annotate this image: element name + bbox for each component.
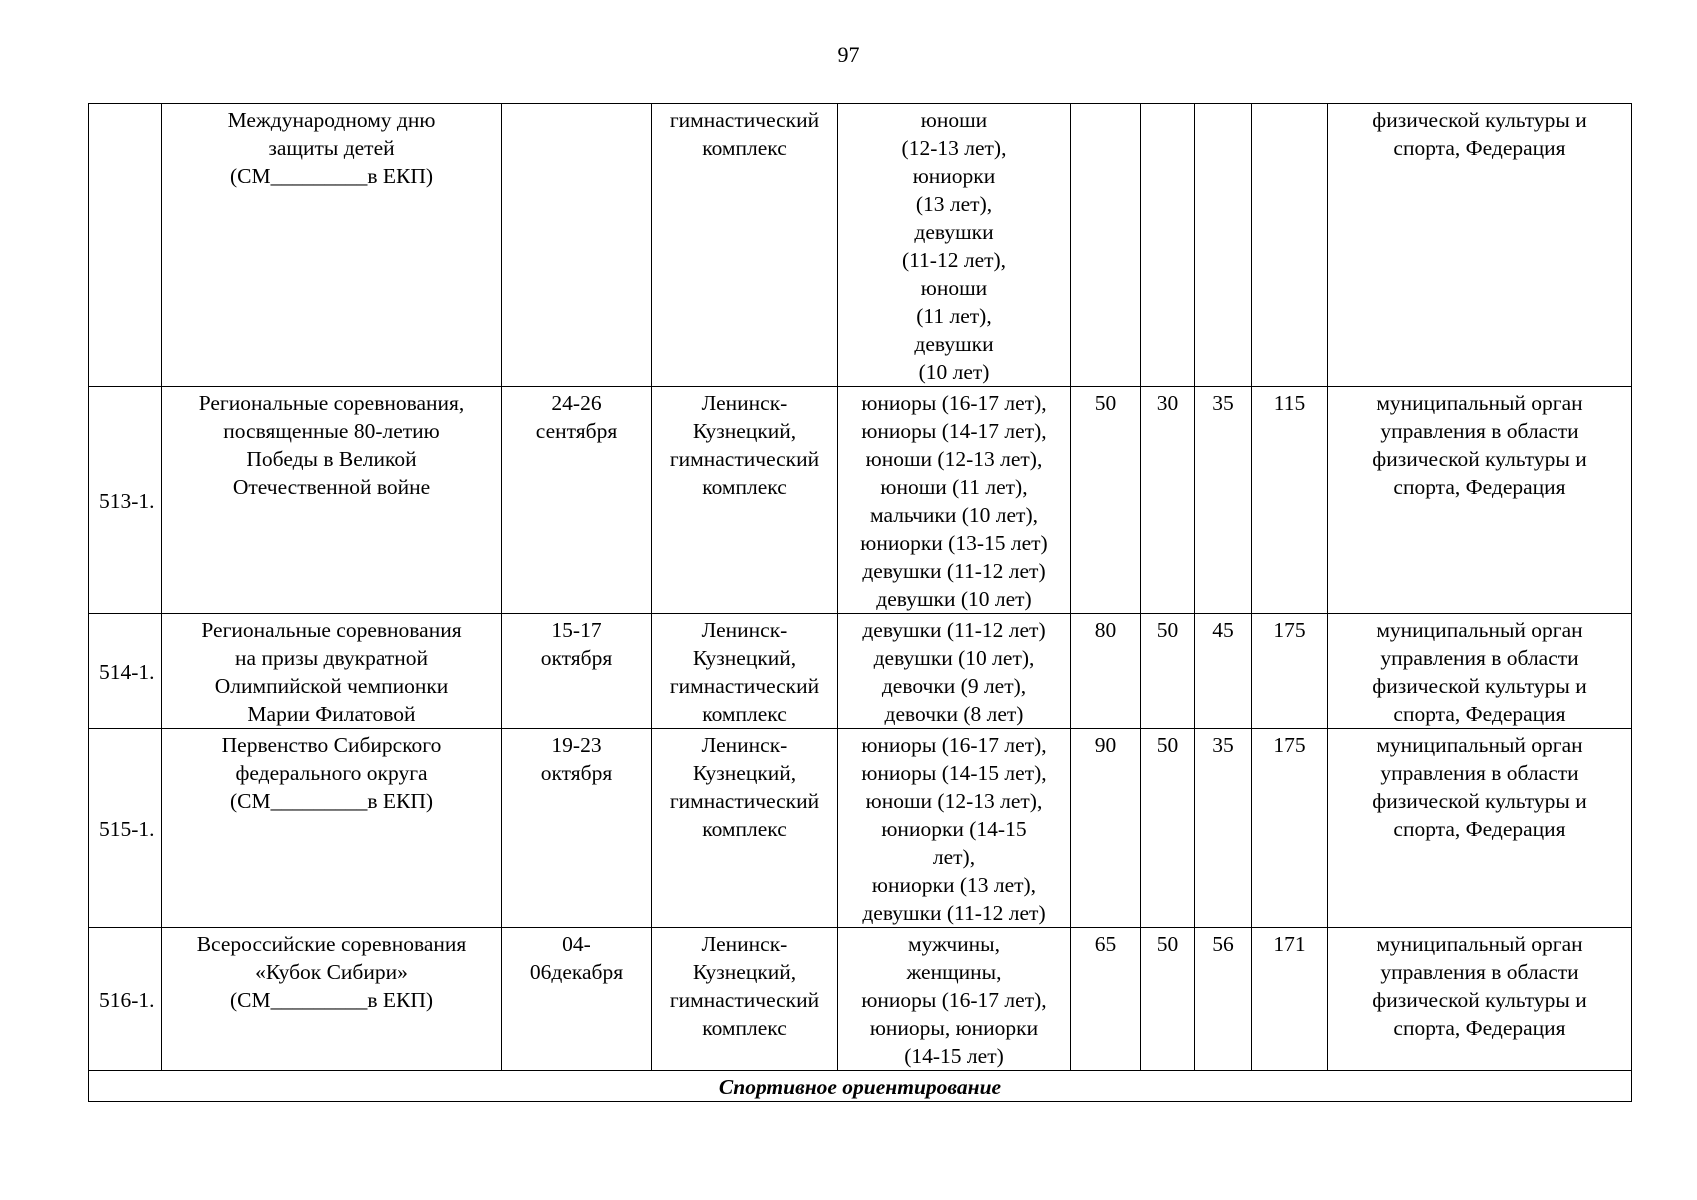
text-line: 24-26 — [551, 391, 602, 415]
text-line: муниципальный орган — [1376, 932, 1583, 956]
cell-count-2: 50 — [1141, 729, 1195, 928]
text-line: девушки (11-12 лет) — [862, 901, 1046, 925]
text-line: (СМ_________в ЕКП) — [229, 164, 434, 188]
cell-count-1: 90 — [1071, 729, 1141, 928]
cell-count-3 — [1195, 104, 1252, 387]
text-line: юноши (12-13 лет), — [865, 789, 1043, 813]
text-line: спорта, Федерация — [1393, 136, 1566, 160]
text-line: сентября — [535, 419, 618, 443]
page-number: 97 — [837, 42, 860, 67]
text-line: Марии Филатовой — [247, 702, 416, 726]
cell-count-total: 115 — [1252, 387, 1328, 614]
text-line: управления в области — [1380, 761, 1579, 785]
text-line: Региональные соревнования, — [198, 391, 465, 415]
cell-participants — [838, 928, 1071, 1071]
text-line: (12-13 лет), — [901, 136, 1007, 160]
text-line: (11 лет), — [916, 304, 992, 328]
cell-event-name — [162, 104, 502, 387]
cell-count-total: 171 — [1252, 928, 1328, 1071]
cell-count-3: 45 — [1195, 614, 1252, 729]
table-row — [89, 104, 1632, 387]
cell-count-total — [1252, 104, 1328, 387]
cell-venue — [652, 104, 838, 387]
text-line: на призы двукратной — [235, 646, 428, 670]
cell-venue — [652, 387, 838, 614]
text-line: гимнастический — [669, 988, 820, 1012]
text-line: федерального округа — [235, 761, 428, 785]
cell-count-3: 35 — [1195, 729, 1252, 928]
text-line: (11-12 лет), — [901, 248, 1007, 272]
text-line: 15-17 — [551, 618, 602, 642]
section-heading: Спортивное ориентирование — [89, 1071, 1632, 1102]
text-line: мужчины, — [907, 932, 1001, 956]
cell-dates — [502, 614, 652, 729]
text-line: муниципальный орган — [1376, 391, 1583, 415]
cell-participants — [838, 614, 1071, 729]
cell-count-1: 80 — [1071, 614, 1141, 729]
table-row — [89, 729, 1632, 928]
cell-venue — [652, 928, 838, 1071]
cell-count-1: 50 — [1071, 387, 1141, 614]
text-line: девушки (10 лет) — [876, 587, 1032, 611]
text-line: Кузнецкий, — [692, 960, 797, 984]
text-line: юниорки — [912, 164, 996, 188]
text-line: юниоры (16-17 лет), — [861, 988, 1047, 1012]
text-line: юноши (11 лет), — [880, 475, 1028, 499]
text-line: юноши — [920, 276, 988, 300]
cell-count-1 — [1071, 104, 1141, 387]
cell-organizer — [1328, 729, 1632, 928]
cell-venue — [652, 614, 838, 729]
text-line: Ленинск- — [701, 391, 788, 415]
text-line: Кузнецкий, — [692, 419, 797, 443]
text-line: спорта, Федерация — [1393, 702, 1566, 726]
cell-count-total: 175 — [1252, 729, 1328, 928]
text-line: мальчики (10 лет), — [870, 503, 1038, 527]
text-line: Всероссийские соревнования — [196, 932, 467, 956]
text-line: физической культуры и — [1372, 988, 1587, 1012]
text-line: юноши — [920, 108, 988, 132]
text-line: спорта, Федерация — [1393, 475, 1566, 499]
cell-count-1: 65 — [1071, 928, 1141, 1071]
text-line: физической культуры и — [1372, 108, 1587, 132]
text-line: муниципальный орган — [1376, 618, 1583, 642]
cell-number — [89, 104, 162, 387]
cell-participants — [838, 387, 1071, 614]
text-line: Ленинск- — [701, 618, 788, 642]
text-line: (13 лет), — [915, 192, 993, 216]
text-line: Ленинск- — [701, 733, 788, 757]
text-line: комплекс — [702, 817, 787, 841]
text-line: октября — [540, 761, 613, 785]
text-line: девушки — [914, 332, 994, 356]
text-line: посвященные 80-летию — [223, 419, 440, 443]
text-line: девочки (9 лет), — [881, 674, 1027, 698]
cell-dates — [502, 104, 652, 387]
cell-organizer — [1328, 614, 1632, 729]
text-line: Первенство Сибирского — [221, 733, 442, 757]
cell-event-name — [162, 387, 502, 614]
table-row — [89, 614, 1632, 729]
cell-organizer — [1328, 387, 1632, 614]
cell-participants — [838, 729, 1071, 928]
text-line: (14-15 лет) — [904, 1044, 1004, 1068]
text-line: спорта, Федерация — [1393, 1016, 1566, 1040]
text-line: Кузнецкий, — [692, 761, 797, 785]
text-line: комплекс — [702, 136, 787, 160]
table-row — [89, 387, 1632, 614]
text-line: «Кубок Сибири» — [255, 960, 408, 984]
text-line: девушки (11-12 лет) — [862, 618, 1046, 642]
text-line: девочки (8 лет) — [884, 702, 1024, 726]
text-line: (СМ_________в ЕКП) — [229, 988, 434, 1012]
events-table — [88, 103, 1632, 1102]
text-line: юниоры (14-15 лет), — [861, 761, 1047, 785]
cell-event-name — [162, 614, 502, 729]
cell-count-3: 35 — [1195, 387, 1252, 614]
cell-number: 514-1. — [89, 614, 162, 729]
text-line: 06декабря — [529, 960, 624, 984]
text-line: гимнастический — [669, 108, 820, 132]
text-line: 04- — [562, 932, 591, 956]
cell-count-2: 50 — [1141, 614, 1195, 729]
cell-count-2 — [1141, 104, 1195, 387]
text-line: юниоры (14-17 лет), — [861, 419, 1047, 443]
text-line: муниципальный орган — [1376, 733, 1583, 757]
cell-venue — [652, 729, 838, 928]
text-line: юниорки (13-15 лет) — [860, 531, 1048, 555]
cell-event-name — [162, 729, 502, 928]
table-row — [89, 928, 1632, 1071]
cell-count-2: 30 — [1141, 387, 1195, 614]
cell-dates — [502, 729, 652, 928]
text-line: гимнастический — [669, 789, 820, 813]
text-line: Ленинск- — [701, 932, 788, 956]
section-row — [89, 1071, 1632, 1102]
text-line: гимнастический — [669, 447, 820, 471]
text-line: Олимпийской чемпионки — [214, 674, 449, 698]
cell-event-name — [162, 928, 502, 1071]
text-line: 19-23 — [551, 733, 602, 757]
cell-dates — [502, 387, 652, 614]
cell-number: 513-1. — [89, 387, 162, 614]
cell-number: 516-1. — [89, 928, 162, 1071]
text-line: комплекс — [702, 1016, 787, 1040]
text-line: октября — [540, 646, 613, 670]
cell-count-total: 175 — [1252, 614, 1328, 729]
text-line: гимнастический — [669, 674, 820, 698]
text-line: физической культуры и — [1372, 447, 1587, 471]
text-line: Кузнецкий, — [692, 646, 797, 670]
text-line: Региональные соревнования — [201, 618, 462, 642]
text-line: физической культуры и — [1372, 789, 1587, 813]
text-line: лет), — [932, 845, 976, 869]
text-line: женщины, — [906, 960, 1002, 984]
text-line: спорта, Федерация — [1393, 817, 1566, 841]
text-line: комплекс — [702, 475, 787, 499]
cell-number: 515-1. — [89, 729, 162, 928]
text-line: комплекс — [702, 702, 787, 726]
text-line: физической культуры и — [1372, 674, 1587, 698]
text-line: девушки — [914, 220, 994, 244]
cell-organizer — [1328, 104, 1632, 387]
cell-participants — [838, 104, 1071, 387]
text-line: юниоры (16-17 лет), — [861, 391, 1047, 415]
text-line: юниоры (16-17 лет), — [861, 733, 1047, 757]
cell-dates — [502, 928, 652, 1071]
text-line: девушки (10 лет), — [873, 646, 1035, 670]
text-line: юниоры, юниорки — [869, 1016, 1039, 1040]
text-line: юниорки (13 лет), — [871, 873, 1037, 897]
text-line: юниорки (14-15 — [881, 817, 1027, 841]
text-line: (СМ_________в ЕКП) — [229, 789, 434, 813]
text-line: управления в области — [1380, 419, 1579, 443]
text-line: управления в области — [1380, 646, 1579, 670]
cell-organizer — [1328, 928, 1632, 1071]
text-line: (10 лет) — [918, 360, 990, 384]
text-line: защиты детей — [268, 136, 395, 160]
text-line: девушки (11-12 лет) — [862, 559, 1046, 583]
text-line: управления в области — [1380, 960, 1579, 984]
text-line: Отечественной войне — [232, 475, 431, 499]
text-line: юноши (12-13 лет), — [865, 447, 1043, 471]
cell-count-2: 50 — [1141, 928, 1195, 1071]
text-line: Международному дню — [227, 108, 436, 132]
text-line: Победы в Великой — [246, 447, 417, 471]
cell-count-3: 56 — [1195, 928, 1252, 1071]
